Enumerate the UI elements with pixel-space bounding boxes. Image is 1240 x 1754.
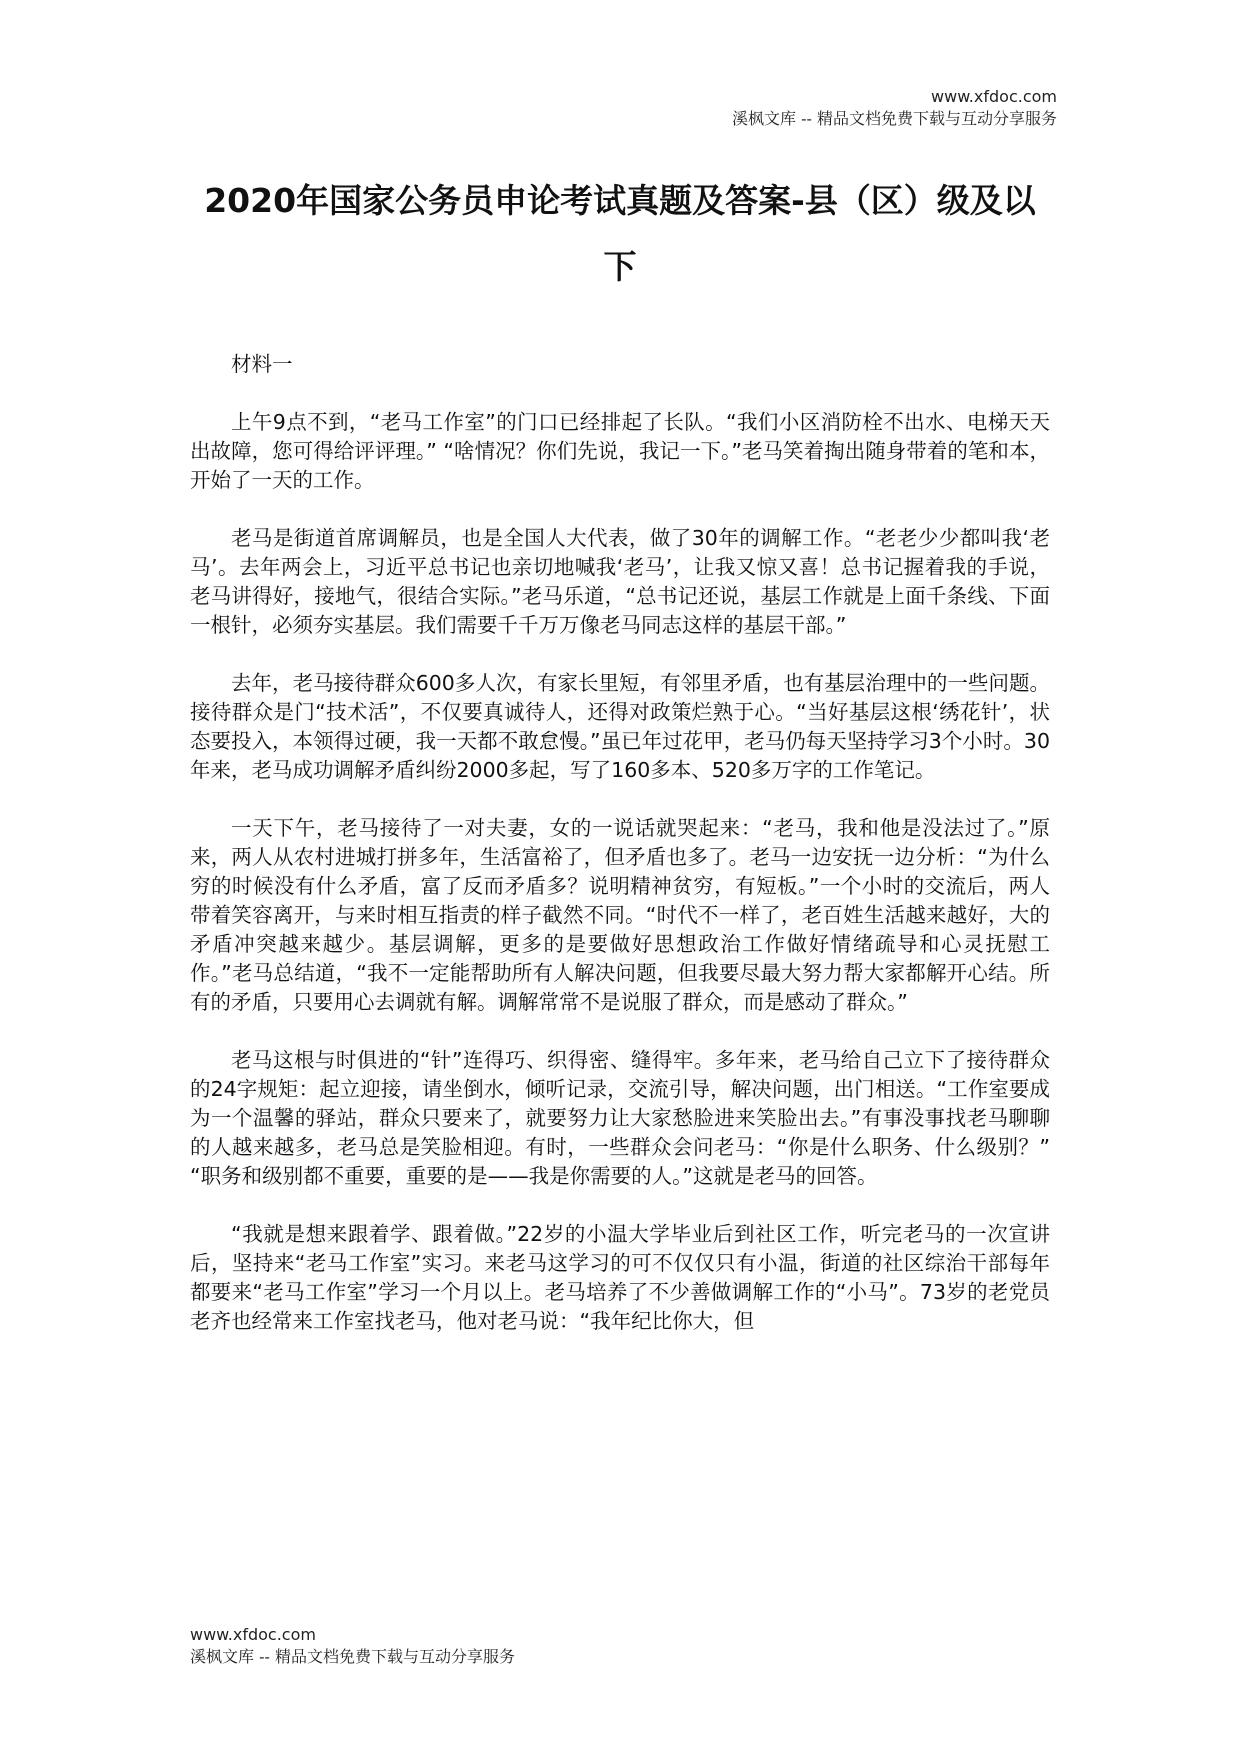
section-heading: 材料一 — [231, 352, 293, 376]
paragraph: 老马这根与时俱进的“针”连得巧、织得密、缝得牢。多年来，老马给自己立下了接待群众的24字规矩：起立迎接，请坐倒水，倾听记录，交流引导，解决问题，出门相送。“工作室要成为一个温馨的驿站，群众只要来了，就要努力让大家愁脸进来笑脸出去。”有事没事找老马聊聊的人越来越多，老马总是笑脸相迎。有时，一些群众会问老马：“你是什么职务、什么级别？” “职务和级别都不重要，重要的是——我是你需要的人。”这就是老马的回答。 — [190, 1048, 1050, 1188]
footer-site-url: www.xfdoc.com — [190, 1625, 316, 1644]
header-site-tagline: 溪枫文库 -- 精品文档免费下载与互动分享服务 — [732, 109, 1057, 128]
page-header — [732, 86, 1057, 130]
header-site-url: www.xfdoc.com — [931, 87, 1057, 106]
paragraph: 老马是街道首席调解员，也是全国人大代表，做了30年的调解工作。“老老少少都叫我‘老马’。去年两会上，习近平总书记也亲切地喊我‘老马’，让我又惊又喜！总书记握着我的手说，老马讲得好，接地气，很结合实际。”老马乐道，“总书记还说，基层工作就是上面千条线、下面一根针，必须夯实基层。我们需要千千万万像老马同志这样的基层干部。” — [190, 526, 1050, 637]
document-body — [190, 350, 1050, 1365]
paragraph: 一天下午，老马接待了一对夫妻，女的一说话就哭起来：“老马，我和他是没法过了。”原来，两人从农村进城打拼多年，生活富裕了，但矛盾也多了。老马一边安抚一边分析：“为什么穷的时候没有什么矛盾，富了反而矛盾多？说明精神贫穷，有短板。”一个小时的交流后，两人带着笑容离开，与来时相互指责的样子截然不同。“时代不一样了，老百姓生活越来越好，大的矛盾冲突越来越少。基层调解，更多的是要做好思想政治工作做好情绪疏导和心灵抚慰工作。”老马总结道，“我不一定能帮助所有人解决问题，但我要尽最大努力帮大家都解开心结。所有的矛盾，只要用心去调就有解。调解常常不是说服了群众，而是感动了群众。” — [190, 816, 1050, 1014]
paragraph: 上午9点不到，“老马工作室”的门口已经排起了长队。“我们小区消防栓不出水、电梯天天出故障，您可得给评评理。” “啥情况？你们先说，我记一下。”老马笑着掏出随身带着的笔和本，开始了一天的工作。 — [190, 410, 1050, 492]
document-title: 2020年国家公务员申论考试真题及答案-县（区）级及以下 — [204, 181, 1036, 286]
paragraph: 去年，老马接待群众600多人次，有家长里短，有邻里矛盾，也有基层治理中的一些问题。接待群众是门“技术活”，不仅要真诚待人，还得对政策烂熟于心。“当好基层这根‘绣花针’，状态要投入，本领得过硬，我一天都不敢怠慢。”虽已年过花甲，老马仍每天坚持学习3个小时。30年来，老马成功调解矛盾纠纷2000多起，写了160多本、520多万字的工作笔记。 — [190, 671, 1050, 782]
page-footer — [190, 1624, 515, 1668]
footer-site-tagline: 溪枫文库 -- 精品文档免费下载与互动分享服务 — [190, 1647, 515, 1666]
paragraph: “我就是想来跟着学、跟着做。”22岁的小温大学毕业后到社区工作，听完老马的一次宣讲后，坚持来“老马工作室”实习。来老马这学习的可不仅仅只有小温，街道的社区综治干部每年都要来“老马工作室”学习一个月以上。老马培养了不少善做调解工作的“小马”。73岁的老党员老齐也经常来工作室找老马，他对老马说：“我年纪比你大，但 — [190, 1222, 1050, 1333]
